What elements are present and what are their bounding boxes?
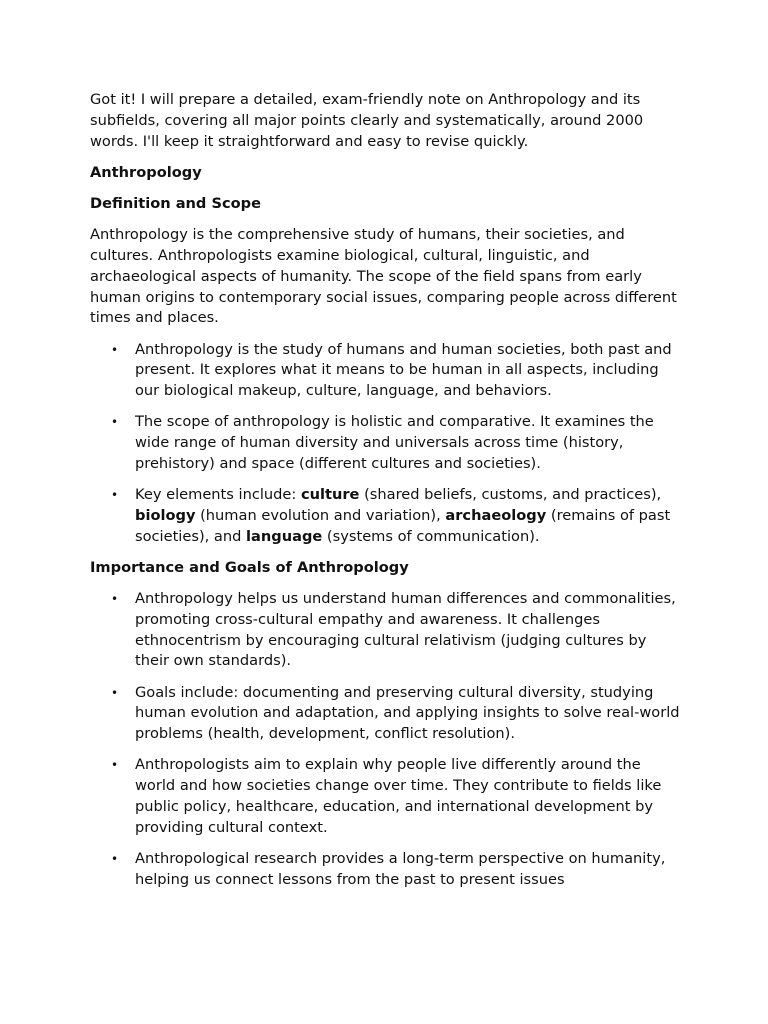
bullet-icon: • [111,758,119,773]
bullet-icon: • [111,342,119,357]
list-item-text: Anthropology is the study of humans and human societies, both past and present. It explores what it means to be human in all aspects, including our biological makeup, culture, language, and behaviors. [135,340,672,400]
key-elements-prefix: Key elements include: [135,486,301,504]
section-heading-definition: Definition and Scope [90,194,261,212]
list-item-key-elements [90,485,682,547]
term-culture-desc: (shared beliefs, customs, and practices), [359,486,662,504]
term-archaeology-desc: (remains of past societies), and [135,506,671,545]
list-item [90,849,682,891]
definition-paragraph: Anthropology is the comprehensive study of humans, their societies, and cultures. Anthropologists examine biological, cultural, linguistic, and archaeological aspects of humanity. The scope of the field spans from early human origins to contemporary social issues, comparing people across different times and places. [90,226,677,327]
list-item-text: Anthropology helps us understand human differences and commonalities, promoting cross-cultural empathy and awareness. It challenges ethnocentrism by encouraging cultural relativism (judging cultures by their own standards). [135,590,676,670]
bullet-icon: • [111,852,119,866]
term-biology-desc: (human evolution and variation), [195,506,446,524]
intro-paragraph: Got it! I will prepare a detailed, exam-friendly note on Anthropology and its subfields, covering all major points clearly and systematically, around 2000 words. I'll keep it straightforward and easy to revise quickly. [90,91,644,150]
term-biology: biology [135,506,196,524]
list-item [90,755,682,838]
bullet-icon: • [111,488,119,503]
bullet-icon: • [111,415,119,430]
term-archaeology: archaeology [445,506,547,524]
list-item-text: Anthropologists aim to explain why people live differently around the world and how societies change over time. They contribute to fields like public policy, healthcare, education, and international development by providing cultural context. [135,756,662,836]
list-item [90,340,682,402]
list-item [90,589,682,672]
bullet-icon: • [111,685,119,700]
list-item-text: Goals include: documenting and preserving cultural diversity, studying human evolution and adaptation, and applying insights to solve real-world problems (health, development, conflict resolution). [135,683,680,743]
document-page [90,90,682,901]
term-culture: culture [300,486,360,504]
list-item [90,683,682,745]
document-title: Anthropology [90,163,202,181]
bullet-icon: • [111,592,119,607]
list-item-text: Anthropological research provides a long-term perspective on humanity, helping us connect lessons from the past to present issues [135,850,666,888]
list-item-text: The scope of anthropology is holistic and comparative. It examines the wide range of human diversity and universals across time (history, prehistory) and space (different cultures and societies). [135,413,654,472]
term-language: language [246,527,323,545]
section-heading-importance: Importance and Goals of Anthropology [90,558,409,576]
importance-bullet-list [90,589,682,891]
list-item [90,412,682,474]
term-language-desc: (systems of communication). [322,527,540,545]
definition-bullet-list [90,340,682,548]
